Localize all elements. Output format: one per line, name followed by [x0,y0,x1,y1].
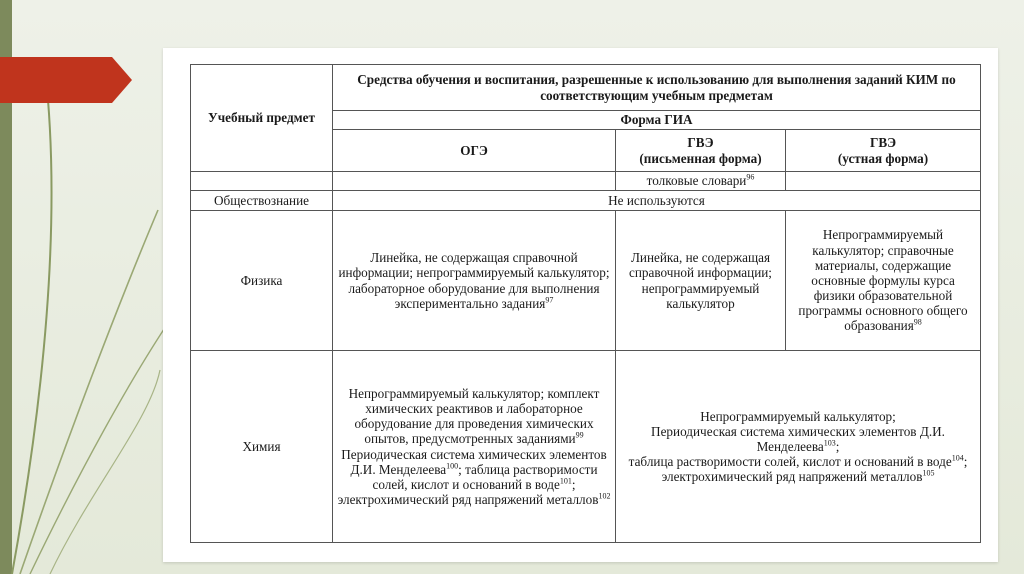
empty-cell [333,172,616,191]
footnote-101: 101 [559,476,572,486]
chem-oge-line: Непрограммируемый калькулятор; комплект химических реактивов и лабораторное оборудование для проведения химических опытов, предусмотренных заданиями [348,385,600,447]
table-row [191,65,981,111]
chem-oge-line: Периодическая система химических элементов Д.И. Менделеева [341,446,607,477]
physics-gve-oral-text: Непрограммируемый калькулятор; справочные материалы, содержащие основные формулы курса физики образовательной программы основного общего образования [798,227,968,334]
table-row [191,191,981,211]
gve-oral-sub: (устная форма) [837,150,929,166]
chem-gve-line: электрохимический ряд напряжений металлов [661,469,923,485]
gve-written-title: ГВЭ [687,135,714,151]
empty-cell [191,172,333,191]
physics-gve-oral [786,211,981,351]
gve-written-header [616,130,786,172]
physics-oge [333,211,616,351]
separator: ; [963,454,968,470]
chem-oge-line: таблица растворимости солей, кислот и оснований в воде [372,461,598,492]
slide-content [163,48,998,562]
footnote-100: 100 [446,461,459,471]
chemistry-oge [333,351,616,543]
footnote-104: 104 [951,453,964,463]
separator: ; [458,461,462,477]
chemistry-subject: Химия [191,351,333,543]
footnote-96: 96 [746,173,755,183]
table-row [191,172,981,191]
physics-gve-written: Линейка, не содержащая справочной информации; непрограммируемый калькулятор [616,211,786,351]
dictionaries-cell [616,172,786,191]
empty-cell [786,172,981,191]
subject-header: Учебный предмет [191,65,333,172]
footnote-105: 105 [922,468,935,478]
table-row [191,351,981,543]
footnote-98: 98 [913,318,922,328]
footnote-103: 103 [823,438,836,448]
social-subject: Обществознание [191,191,333,211]
means-header: Средства обучения и воспитания, разрешенные к использованию для выполнения заданий КИМ по соответствующим учебным предметам [333,65,981,111]
chem-gve-line-wrap [620,424,976,454]
table-row [191,211,981,351]
chem-gve-line: Периодическая система химических элементов Д.И. Менделеева [651,423,945,454]
red-arrow-decoration [0,57,132,103]
gia-means-table [190,64,981,543]
chem-oge-line: электрохимический ряд напряжений металлов [337,492,599,508]
dictionaries-text: толковые словари [646,173,747,189]
social-means: Не используются [333,191,981,211]
chem-gve-line-wrap [620,454,976,469]
form-header: Форма ГИА [333,111,981,130]
chemistry-gve [616,351,981,543]
physics-subject: Физика [191,211,333,351]
footnote-97: 97 [545,295,554,305]
chem-gve-line-wrap [620,469,976,484]
gve-oral-header [786,130,981,172]
oge-header: ОГЭ [333,130,616,172]
chem-gve-line: таблица растворимости солей, кислот и оснований в воде [628,454,952,470]
separator: ; [571,476,576,492]
footnote-99: 99 [575,430,584,440]
gve-written-sub: (письменная форма) [639,150,762,166]
gve-oral-title: ГВЭ [869,135,897,151]
physics-oge-text: Линейка, не содержащая справочной информации; непрограммируемый калькулятор; лабораторное оборудование для выполнения экспериментально задания [338,250,610,311]
footnote-102: 102 [598,491,611,501]
chem-gve-line: Непрограммируемый калькулятор; [700,408,896,424]
separator: ; [835,438,840,454]
